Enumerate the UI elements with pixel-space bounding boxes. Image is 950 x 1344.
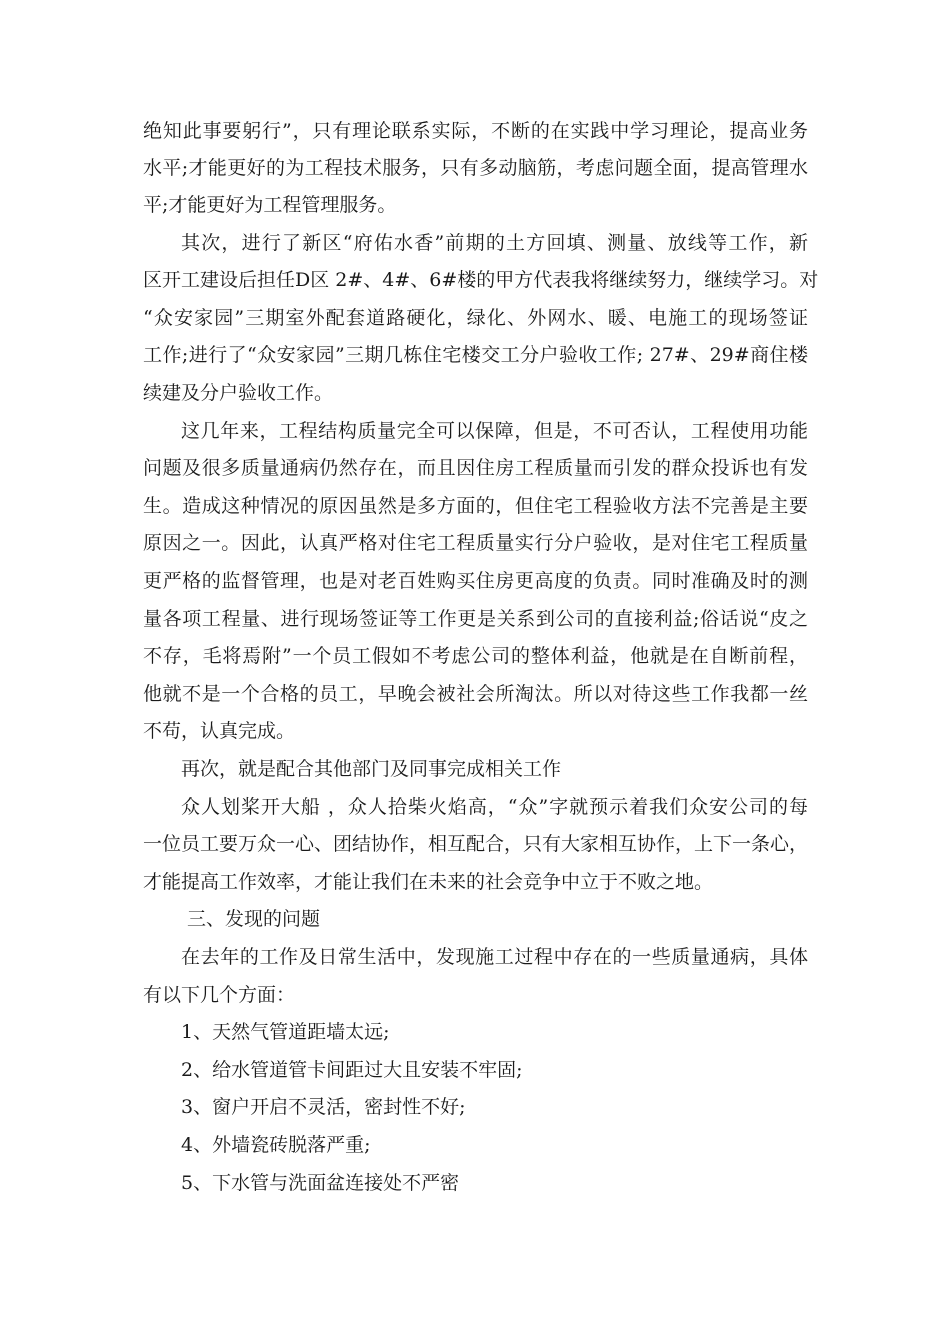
body-text-line: 平;才能更好为工程管理服务。 (143, 194, 397, 216)
body-text-line: 众人划桨开大船 ，众人拾柴火焰高，“众”字就预示着我们众安公司的每 (181, 796, 808, 818)
body-text-line: 绝知此事要躬行”，只有理论联系实际，不断的在实践中学习理论，提高业务 (143, 120, 808, 142)
body-text-line: 他就不是一个合格的员工，早晚会被社会所淘汰。所以对待这些工作我都一丝 (143, 683, 808, 705)
body-text-line: 在去年的工作及日常生活中，发现施工过程中存在的一些质量通病，具体 (181, 946, 808, 968)
body-text-line: 这几年来，工程结构质量完全可以保障，但是，不可否认，工程使用功能 (181, 420, 808, 442)
body-text-line: 再次，就是配合其他部门及同事完成相关工作 (181, 758, 562, 780)
body-text-line: “众安家园”三期室外配套道路硬化，绿化、外网水、暖、电施工的现场签证 (143, 307, 808, 329)
list-item: 1、天然气管道距墙太远; (181, 1021, 390, 1043)
list-item: 3、窗户开启不灵活，密封性不好; (181, 1096, 466, 1118)
list-item: 5、下水管与洗面盆连接处不严密 (181, 1172, 460, 1194)
body-text-line: 不苟，认真完成。 (143, 720, 296, 742)
body-text-line: 生。造成这种情况的原因虽然是多方面的，但住宅工程验收方法不完善是主要 (143, 495, 808, 517)
body-text-line: 原因之一。因此，认真严格对住宅工程质量实行分户验收，是对住宅工程质量 (143, 532, 808, 554)
body-text-line: 工作;进行了“众安家园”三期几栋住宅楼交工分户验收工作; 27#、29#商住楼 (143, 344, 808, 366)
body-text-line: 水平;才能更好的为工程技术服务，只有多动脑筋，考虑问题全面，提高管理水 (143, 157, 808, 179)
body-text-line: 区开工建设后担任D区 2#、4#、6#楼的甲方代表我将继续努力，继续学习。对 (143, 269, 819, 291)
body-text-line: 更严格的监督管理，也是对老百姓购买住房更高度的负责。同时准确及时的测 (143, 570, 808, 592)
section-heading: 三、发现的问题 (181, 908, 321, 930)
body-text-line: 量各项工程量、进行现场签证等工作更是关系到公司的直接利益;俗话说“皮之 (143, 608, 808, 630)
body-text-line: 一位员工要万众一心、团结协作，相互配合，只有大家相互协作，上下一条心， (143, 833, 809, 855)
body-text-line: 才能提高工作效率，才能让我们在未来的社会竞争中立于不败之地。 (143, 871, 714, 893)
list-item: 2、给水管道管卡间距过大且安装不牢固; (181, 1059, 523, 1081)
body-text-line: 续建及分户验收工作。 (143, 382, 334, 404)
body-text-line: 问题及很多质量通病仍然存在，而且因住房工程质量而引发的群众投诉也有发 (143, 457, 808, 479)
body-text-line: 有以下几个方面： (143, 984, 296, 1006)
list-item: 4、外墙瓷砖脱落严重; (181, 1134, 371, 1156)
body-text-line: 不存，毛将焉附”一个员工假如不考虑公司的整体利益，他就是在自断前程， (143, 645, 808, 667)
body-text-line: 其次，进行了新区“府佑水香”前期的土方回填、测量、放线等工作，新 (181, 232, 808, 254)
